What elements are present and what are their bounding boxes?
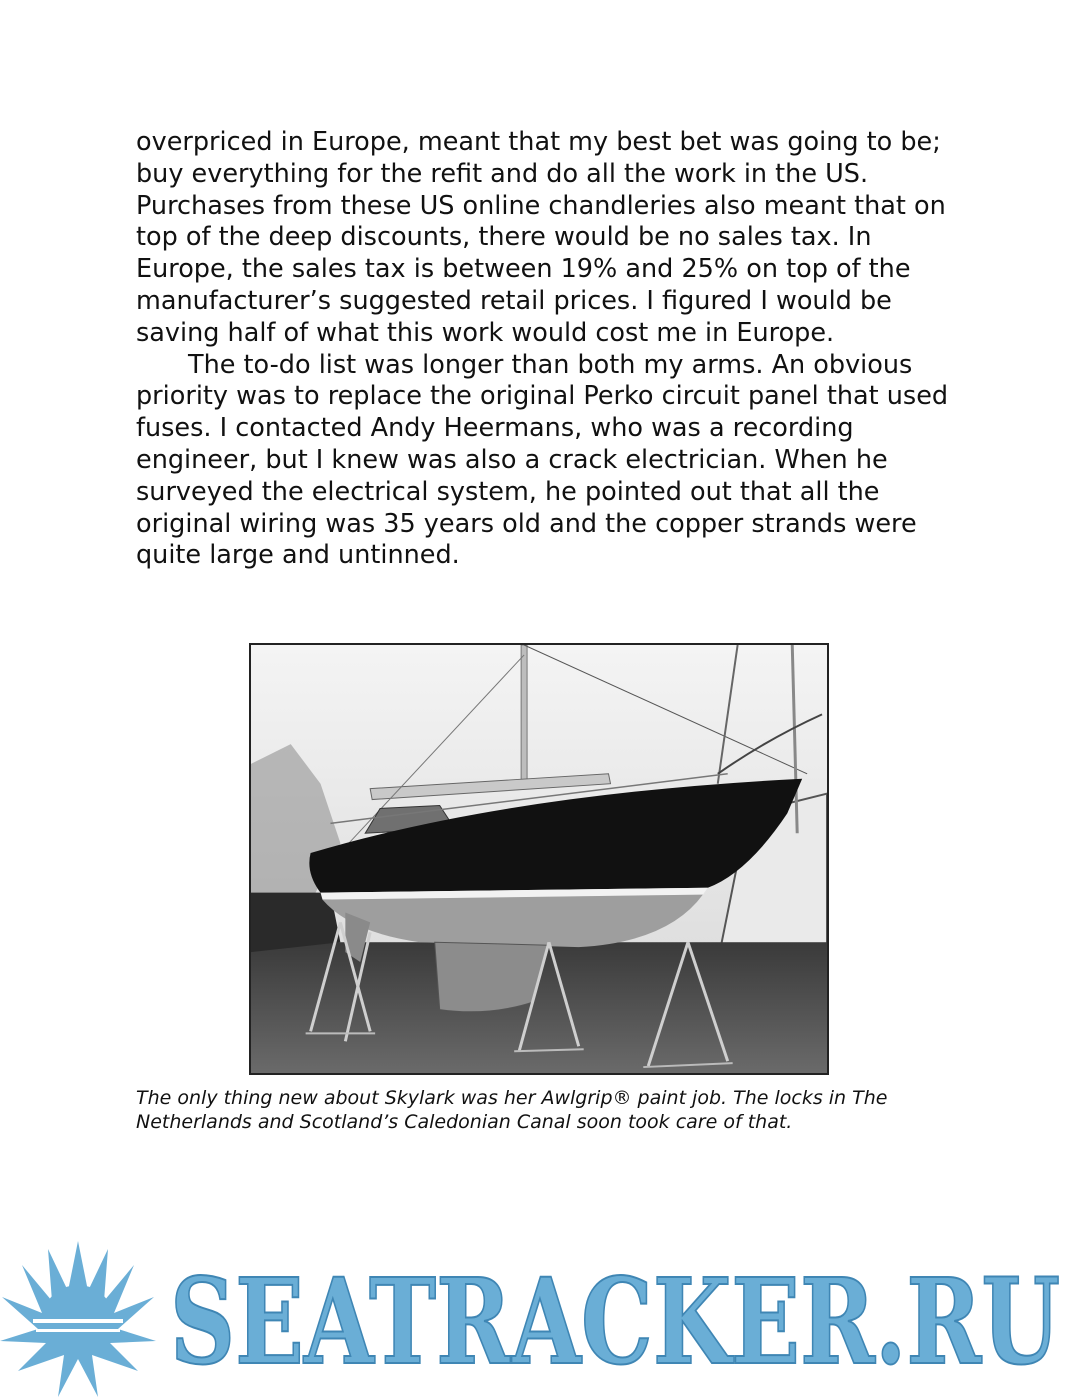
sun-logo-icon [0,1241,156,1397]
figure-caption: The only thing new about Skylark was her Awlgrip® paint job. The locks in The Netherlands and Scotland’s Caledonian Canal soon took care of that. [136,1087,888,1133]
paragraph-1: overpriced in Europe, meant that my best bet was going to be; buy everything for the refit and do all the work in the US. Purchases from these US online chandleries also meant that on top of the deep discounts, there would be no sales tax. In Europe, the sales tax is between 19% and 25% on top of the manufacturer’s suggested retail prices. I figured I would be saving half of what this work would cost me in Europe. [136,127,946,348]
watermark-text: SEATRACKER.RU [170,1252,1060,1391]
body-text [136,127,956,572]
sailboat-photo [249,643,829,1075]
watermark [0,1235,1080,1397]
paragraph-2: The to-do list was longer than both my arms. An obvious priority was to replace the original Perko circuit panel that used fuses. I contacted Andy Heermans, who was a recording engineer, but I knew was also a crack electrician. When he surveyed the electrical system, he pointed out that all the original wiring was 35 years old and the copper strands were quite large and untinned. [136,349,949,571]
